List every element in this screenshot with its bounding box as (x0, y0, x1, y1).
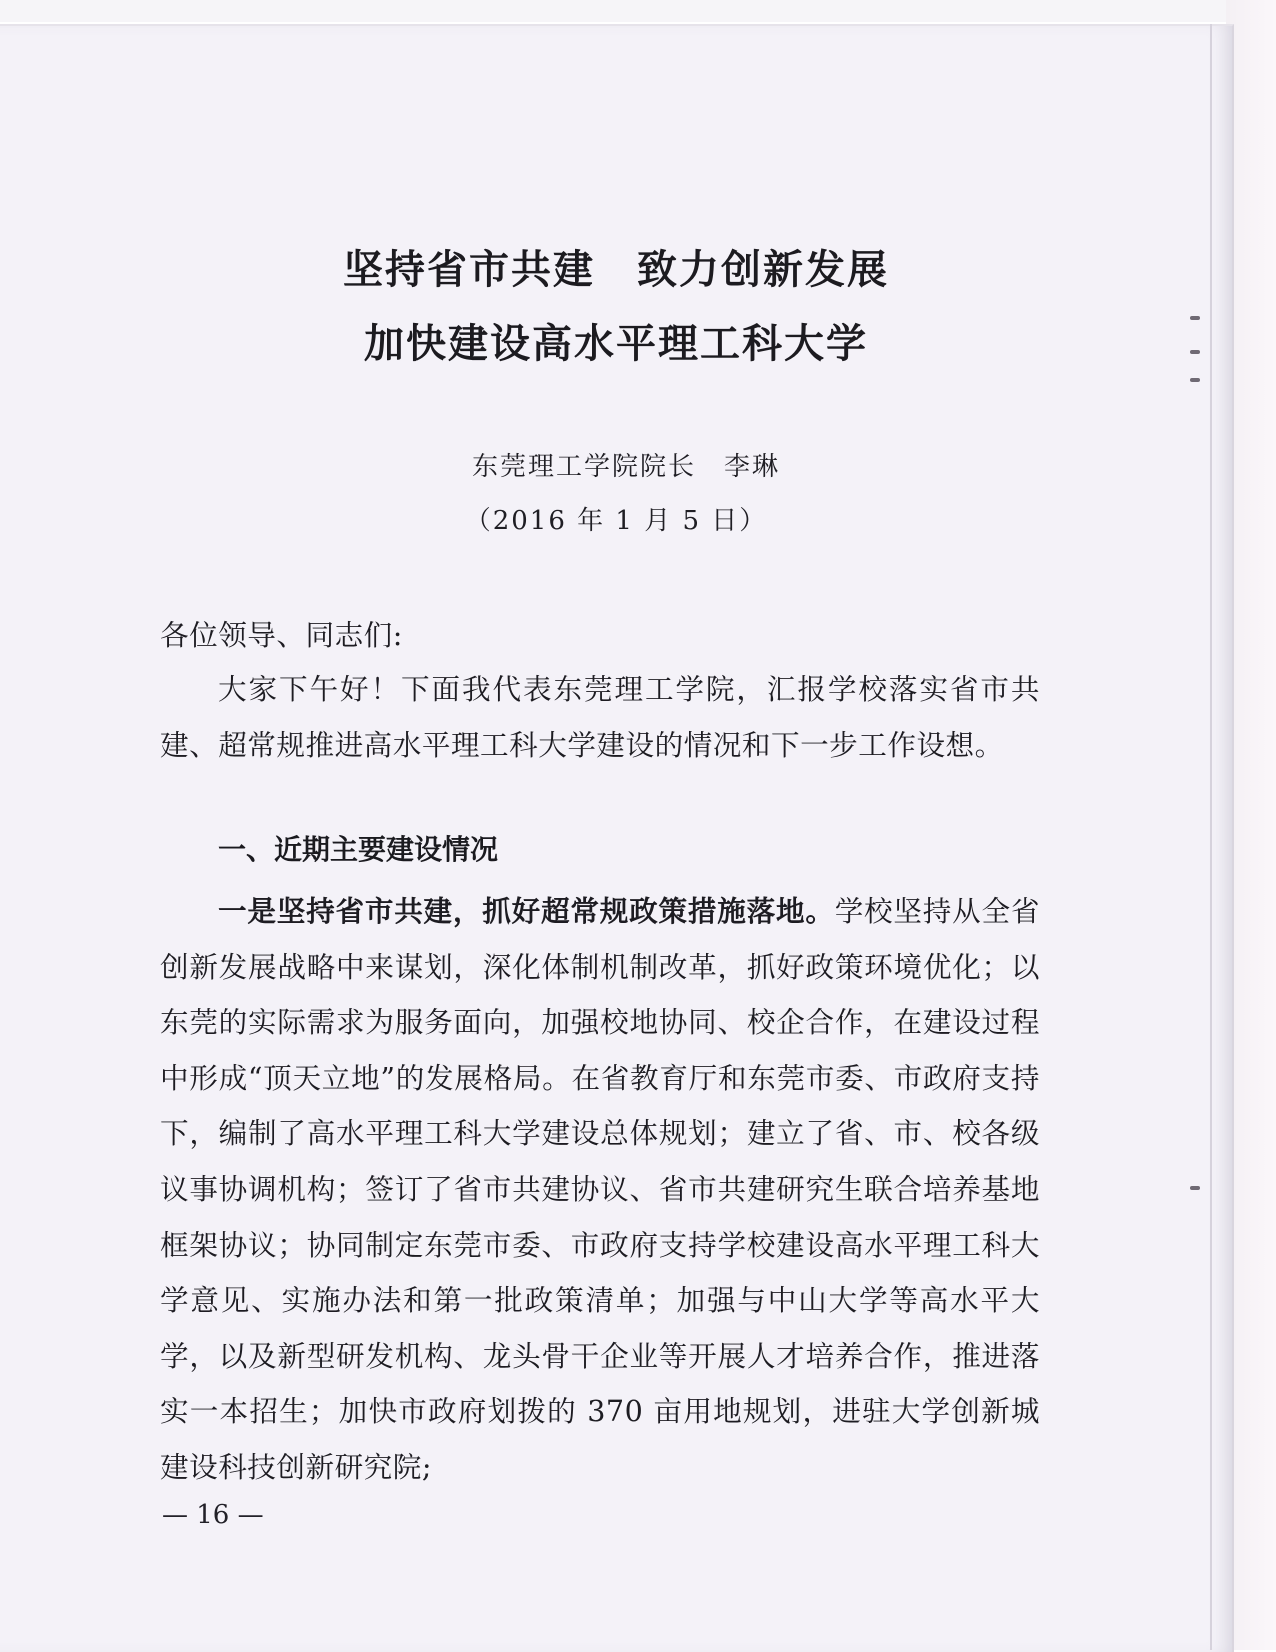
page-number: — 16 — (162, 1500, 264, 1530)
date-line: （2016 年 1 月 5 日） (464, 506, 768, 536)
author-line: 东莞理工学院院长 李琳 (471, 452, 780, 482)
scanner-background (0, 0, 1276, 22)
body-paragraph (160, 884, 1040, 1496)
intro-paragraph: 大家下午好！下面我代表东莞理工学院，汇报学校落实省市共建、超常规推进高水平理工科大学建设的情况和下一步工作设想。 (160, 672, 1040, 762)
salutation: 各位领导、同志们: (160, 618, 403, 652)
section-heading: 一、近期主要建设情况 (218, 833, 499, 866)
paragraph-lead-sentence: 一是坚持省市共建，抓好超常规政策措施落地。 (218, 894, 835, 928)
document-title-line-1: 坚持省市共建 致力创新发展 (343, 246, 889, 293)
binding-mark (1190, 378, 1200, 382)
paragraph-body-text: 学校坚持从全省创新发展战略中来谋划，深化体制机制改革，抓好政策环境优化；以东莞的实际需求为服务面向，加强校地协同、校企合作，在建设过程中形成“顶天立地”的发展格局。在省教育厅和东莞市委、市政府支持下，编制了高水平理工科大学建设总体规划；建立了省、市、校各级议事协调机构；签订了省市共建协议、省市共建研究生联合培养基地框架协议；协同制定东莞市委、市政府支持学校建设高水平理工科大学意见、实施办法和第一批政策清单；加强与中山大学等高水平大学，以及新型研发机构、龙头骨干企业等开展人才培养合作，推进落实一本招生；加快市政府划拨的 370 亩用地规划，进驻大学创新城建设科技创新研究院; (160, 894, 1040, 1484)
binding-mark (1190, 1186, 1200, 1190)
document-title-line-2: 加快建设高水平理工科大学 (364, 320, 868, 367)
